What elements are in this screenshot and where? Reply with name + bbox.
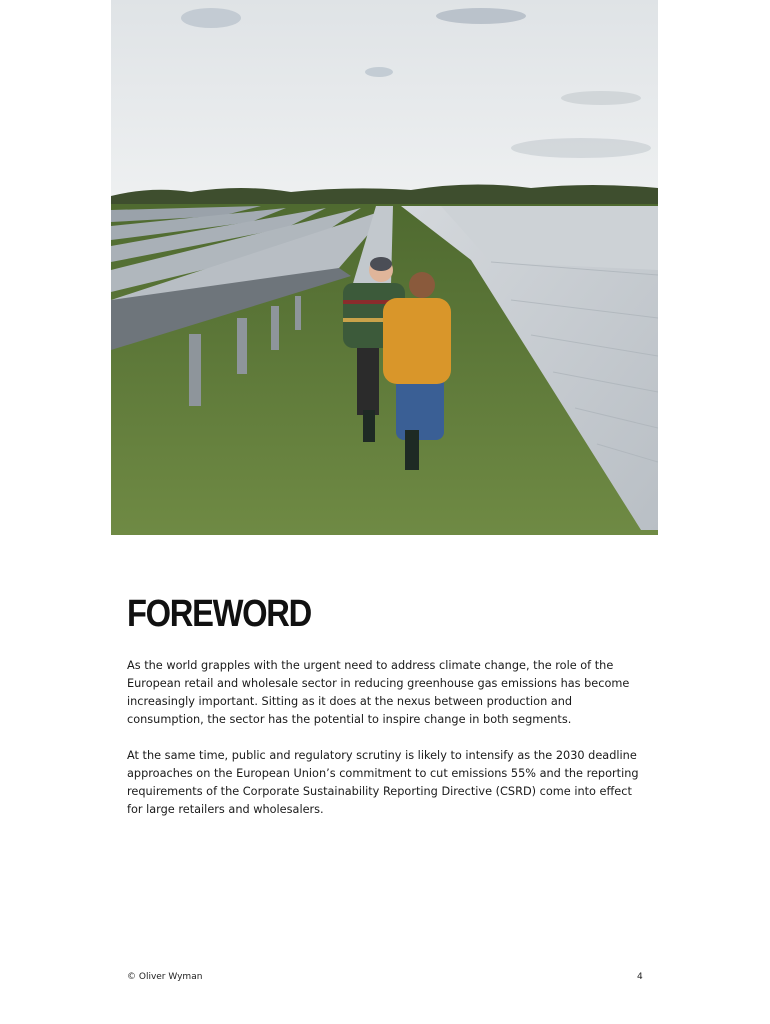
- page-title: FOREWORD: [127, 593, 311, 635]
- copyright-footer: © Oliver Wyman: [127, 972, 203, 982]
- solar-farm-illustration: [111, 0, 658, 535]
- paragraph-2: At the same time, public and regulatory scrutiny is likely to intensify as the 2030 deadline approaches on the European Union’s commitment to cut emissions 55% and the reporting requirements of the Corporate Sustainability Reporting Directive (CSRD) come into effect for large retailers and wholesalers.: [127, 749, 639, 816]
- hero-photo: [111, 0, 658, 535]
- foreword-body: [127, 657, 642, 837]
- paragraph-1: As the world grapples with the urgent need to address climate change, the role of the European retail and wholesale sector in reducing greenhouse gas emissions has become increasingly important. Sitting as it does at the nexus between production and consumption, the sector has the potential to inspire change in both segments.: [127, 659, 630, 726]
- page-number: 4: [637, 972, 643, 982]
